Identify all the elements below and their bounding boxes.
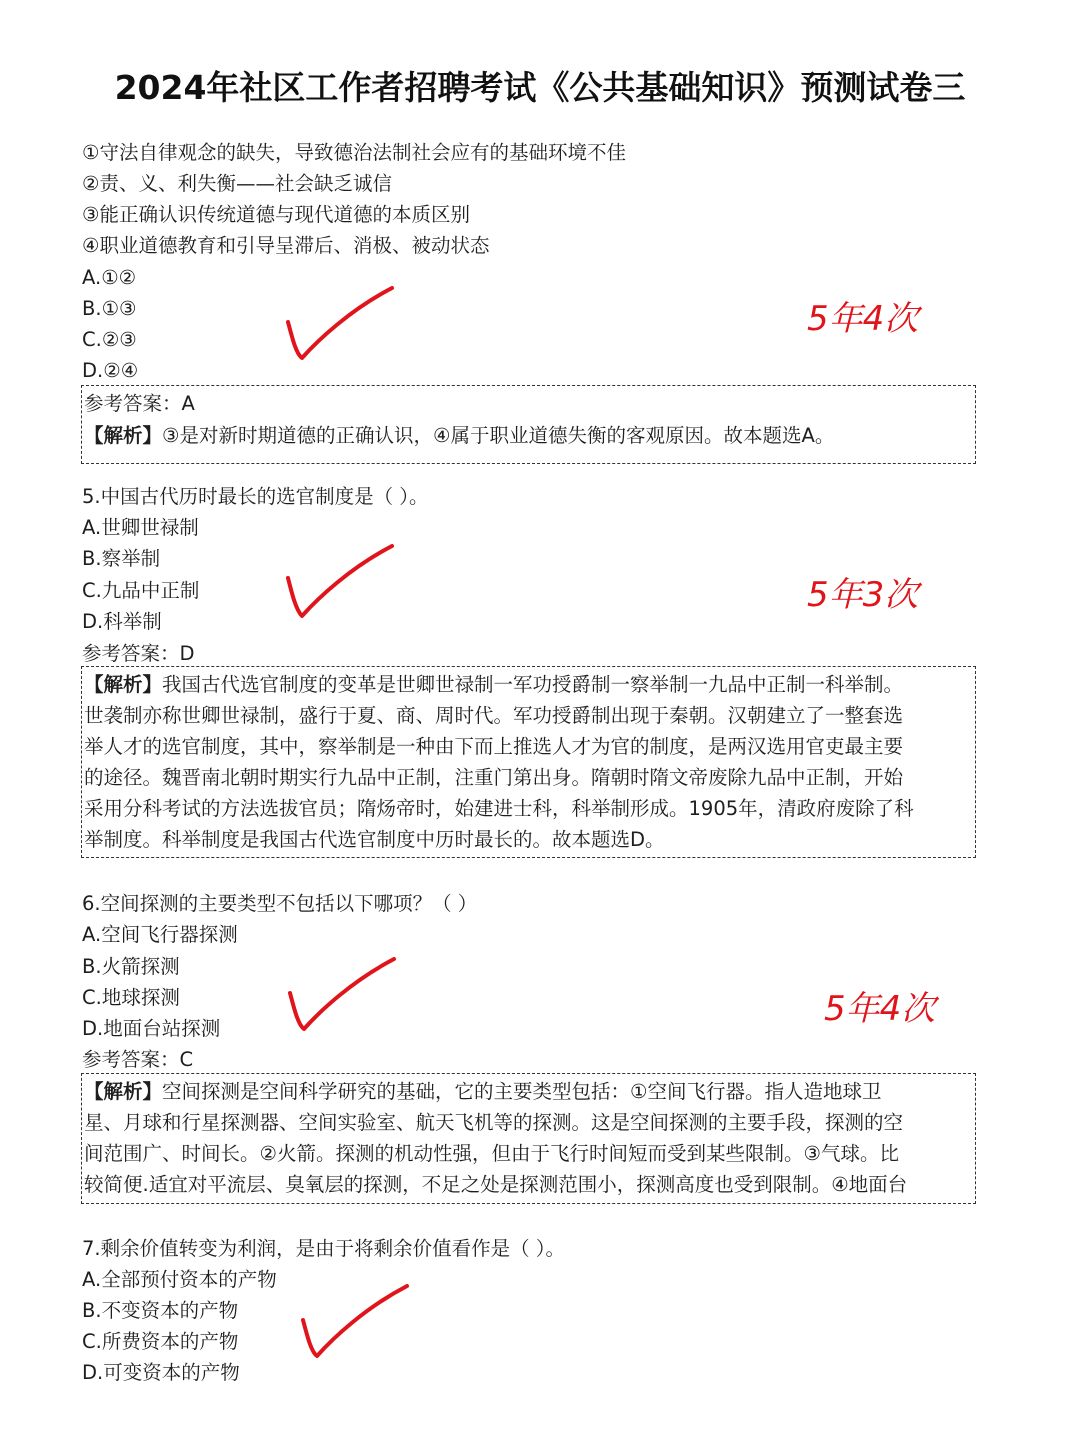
note-text: 5年3次 bbox=[807, 575, 919, 615]
option-c: C.②③ bbox=[82, 328, 137, 351]
option-a: A.空间飞行器探测 bbox=[82, 923, 238, 946]
option-a: A.①② bbox=[82, 266, 137, 289]
option-d: D.②④ bbox=[82, 359, 139, 382]
analysis-line-6: 举制度。科举制度是我国古代选官制度中历时最长的。故本题选D。 bbox=[84, 828, 665, 851]
analysis-line-1 bbox=[84, 1076, 882, 1107]
option-b: B.察举制 bbox=[82, 547, 161, 570]
analysis-line-3: 间范围广、时间长。②火箭。探测的机动性强，但由于飞行时间短而受到某些限制。③气球。比 bbox=[84, 1142, 899, 1165]
checkmark-icon bbox=[280, 540, 400, 622]
analysis-tag: 【解析】 bbox=[84, 424, 163, 447]
analysis-line-1 bbox=[84, 669, 903, 700]
question-text: 6.空间探测的主要类型不包括以下哪项？（ ） bbox=[82, 892, 478, 915]
analysis-line bbox=[84, 420, 834, 451]
statement-3: ③能正确认识传统道德与现代道德的本质区别 bbox=[82, 203, 470, 226]
option-a: A.全部预付资本的产物 bbox=[82, 1268, 277, 1291]
option-b: B.不变资本的产物 bbox=[82, 1299, 239, 1322]
option-d: D.科举制 bbox=[82, 610, 162, 633]
option-a: A.世卿世禄制 bbox=[82, 516, 199, 539]
question-text: 5.中国古代历时最长的选官制度是（ ）。 bbox=[82, 485, 429, 508]
analysis-line-2: 世袭制亦称世卿世禄制，盛行于夏、商、周时代。军功授爵制出现于秦朝。汉朝建立了一整套选 bbox=[84, 704, 904, 727]
option-b: B.①③ bbox=[82, 297, 137, 320]
checkmark-icon bbox=[282, 953, 402, 1035]
statement-4: ④职业道德教育和引导呈滞后、消极、被动状态 bbox=[82, 234, 490, 257]
analysis-line-4: 较简便.适宜对平流层、臭氧层的探测，不足之处是探测范围小，探测高度也受到限制。④地面台 bbox=[84, 1173, 908, 1196]
option-c: C.九品中正制 bbox=[82, 579, 200, 602]
answer-line: 参考答案：C bbox=[82, 1048, 194, 1071]
analysis-text: ③是对新时期道德的正确认识，④属于职业道德失衡的客观原因。故本题选A。 bbox=[162, 424, 835, 447]
option-c: C.所费资本的产物 bbox=[82, 1330, 239, 1353]
analysis-box bbox=[81, 666, 976, 858]
analysis-text: 空间探测是空间科学研究的基础，它的主要类型包括：①空间飞行器。指人造地球卫 bbox=[162, 1080, 882, 1103]
option-d: D.可变资本的产物 bbox=[82, 1361, 240, 1384]
question-text: 7.剩余价值转变为利润，是由于将剩余价值看作是（ ）。 bbox=[82, 1237, 566, 1260]
analysis-tag: 【解析】 bbox=[84, 1080, 163, 1103]
analysis-line-4: 的途径。魏晋南北朝时期实行九品中正制，注重门第出身。隋朝时隋文帝废除九品中正制，开始 bbox=[84, 766, 904, 789]
answer-line: 参考答案：A bbox=[84, 392, 195, 415]
handwritten-note bbox=[805, 572, 965, 616]
analysis-line-3: 举人才的选官制度，其中，察举制是一种由下而上推选人才为官的制度，是两汉选用官吏最主要 bbox=[84, 735, 904, 758]
handwritten-note bbox=[822, 986, 982, 1030]
note-text: 5年4次 bbox=[824, 989, 936, 1029]
checkmark-icon bbox=[295, 1280, 415, 1362]
answer-line: 参考答案：D bbox=[82, 642, 195, 665]
analysis-line-2: 星、月球和行星探测器、空间实验室、航天飞机等的探测。这是空间探测的主要手段，探测的空 bbox=[84, 1111, 904, 1134]
statement-2: ②责、义、利失衡——社会缺乏诚信 bbox=[82, 172, 392, 195]
page-title: 2024年社区工作者招聘考试《公共基础知识》预测试卷三 bbox=[114, 68, 966, 107]
analysis-text: 我国古代选官制度的变革是世卿世禄制一军功授爵制一察举制一九品中正制一科举制。 bbox=[162, 673, 904, 696]
option-c: C.地球探测 bbox=[82, 986, 180, 1009]
analysis-line-5: 采用分科考试的方法选拔官员；隋炀帝时，始建进士科，科举制形成。1905年，清政府废除了科 bbox=[84, 797, 914, 820]
option-b: B.火箭探测 bbox=[82, 955, 180, 978]
handwritten-note bbox=[805, 296, 965, 340]
option-d: D.地面台站探测 bbox=[82, 1017, 221, 1040]
checkmark-icon bbox=[280, 282, 400, 364]
note-text: 5年4次 bbox=[807, 299, 919, 339]
analysis-tag: 【解析】 bbox=[84, 673, 163, 696]
analysis-box bbox=[81, 1073, 976, 1204]
statement-1: ①守法自律观念的缺失，导致德治法制社会应有的基础环境不佳 bbox=[82, 141, 626, 164]
answer-box bbox=[81, 385, 976, 464]
